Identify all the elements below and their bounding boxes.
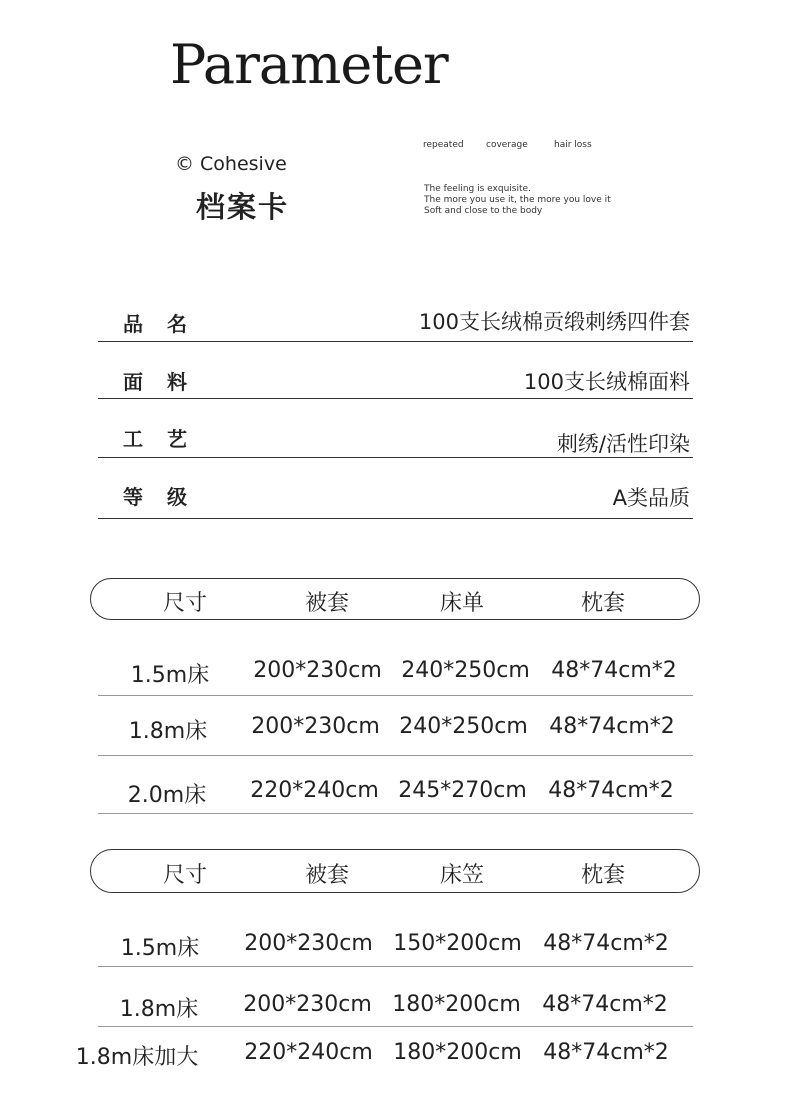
tag-hair-loss: hair loss	[554, 140, 592, 150]
param-label-fabric: 面 料	[123, 370, 189, 394]
table-cell: 200*230cm	[251, 714, 380, 739]
brand-name: © Cohesive	[175, 153, 287, 175]
param-value-grade: A类品质	[612, 486, 690, 510]
table-cell: 1.5m床	[130, 663, 210, 688]
param-divider	[98, 398, 693, 399]
table-cell: 200*230cm	[243, 992, 372, 1017]
table-cell: 150*200cm	[393, 931, 522, 956]
row-divider	[98, 755, 693, 756]
header-size: 尺寸	[162, 591, 207, 616]
table-cell: 48*74cm*2	[543, 1040, 669, 1065]
tagline	[424, 184, 611, 217]
row-divider	[98, 966, 693, 967]
tagline-line: The feeling is exquisite.	[424, 184, 531, 194]
param-value-name: 100支长绒棉贡缎刺绣四件套	[418, 310, 690, 334]
table-cell: 2.0m床	[127, 783, 207, 808]
table-cell: 48*74cm*2	[542, 992, 668, 1017]
header-duvet: 被套	[304, 863, 349, 888]
table-cell: 1.8m床	[128, 719, 208, 744]
param-divider	[98, 518, 693, 519]
param-value-craft: 刺绣/活性印染	[556, 432, 690, 456]
param-label-name: 品 名	[123, 312, 189, 336]
table-cell: 180*200cm	[393, 1040, 522, 1065]
tag-repeated: repeated	[423, 140, 464, 150]
page-title: Parameter	[170, 33, 448, 96]
header-duvet: 被套	[304, 591, 349, 616]
card-name: 档案卡	[196, 190, 290, 224]
table-cell: 240*250cm	[401, 658, 530, 683]
param-label-craft: 工 艺	[123, 427, 189, 451]
table-cell: 48*74cm*2	[551, 658, 677, 683]
param-divider	[98, 457, 693, 458]
row-divider	[98, 813, 693, 814]
table-cell: 180*200cm	[392, 992, 521, 1017]
row-divider	[98, 1026, 693, 1027]
table-cell: 48*74cm*2	[549, 714, 675, 739]
tag-coverage: coverage	[486, 140, 528, 150]
tagline-line: The more you use it, the more you love it	[424, 195, 611, 205]
param-label-grade: 等 级	[123, 485, 189, 509]
table-cell: 245*270cm	[398, 778, 527, 803]
tagline-line: Soft and close to the body	[424, 206, 543, 216]
table-cell: 200*230cm	[244, 931, 373, 956]
table-cell: 1.8m床	[119, 997, 199, 1022]
header-sheet: 床单	[439, 591, 484, 616]
table-cell: 48*74cm*2	[543, 931, 669, 956]
header-size: 尺寸	[162, 863, 207, 888]
table-cell: 1.8m床加大	[75, 1045, 199, 1070]
header-pillowcase: 枕套	[580, 863, 625, 888]
table-cell: 220*240cm	[250, 778, 379, 803]
header-pillowcase: 枕套	[580, 591, 625, 616]
row-divider	[98, 695, 693, 696]
param-value-fabric: 100支长绒棉面料	[523, 370, 690, 394]
table-cell: 1.5m床	[120, 936, 200, 961]
table-cell: 48*74cm*2	[548, 778, 674, 803]
header-fitted-sheet: 床笠	[439, 863, 484, 888]
param-divider	[98, 341, 693, 342]
table-cell: 240*250cm	[399, 714, 528, 739]
table-cell: 220*240cm	[244, 1040, 373, 1065]
table-cell: 200*230cm	[253, 658, 382, 683]
